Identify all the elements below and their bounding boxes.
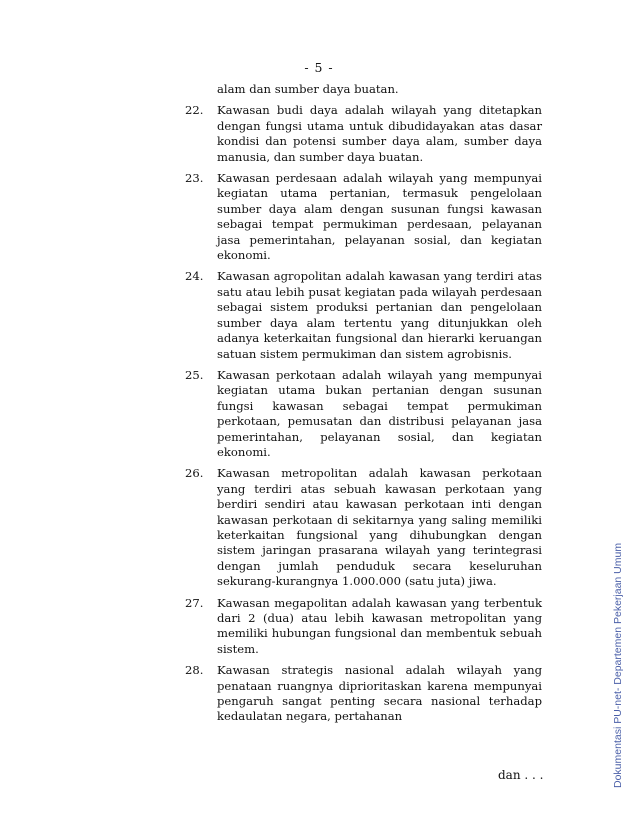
document-body — [185, 82, 542, 725]
item-number: 26. — [185, 466, 204, 481]
item-number: 23. — [185, 171, 204, 186]
list-item — [185, 368, 542, 460]
item-number: 25. — [185, 367, 204, 382]
item-text: Kawasan perkotaan adalah wilayah yang mempunyai kegiatan utama bukan pertanian dengan susunan fungsi kawasan sebagai tempat permukiman perkotaan, pemusatan dan distribusi pelayanan jasa pemerintahan, pelayanan sosial, dan kegiatan ekonomi. — [217, 367, 542, 459]
list-item — [185, 596, 542, 658]
list-item — [185, 663, 542, 725]
list-item — [185, 466, 542, 589]
item-text: Kawasan megapolitan adalah kawasan yang terbentuk dari 2 (dua) atau lebih kawasan metropolitan yang memiliki hubungan fungsional dan membentuk sebuah sistem. — [217, 595, 542, 656]
list-item — [185, 171, 542, 263]
list-item — [185, 103, 542, 165]
item-number: 22. — [185, 103, 204, 118]
item-text: Kawasan perdesaan adalah wilayah yang mempunyai kegiatan utama pertanian, termasuk pengelolaan sumber daya alam dengan susunan fungsi kawasan sebagai tempat permukiman perdesaan, pelayanan jasa pemerintahan, pelayanan sosial, dan kegiatan ekonomi. — [217, 171, 542, 263]
item-text: Kawasan budi daya adalah wilayah yang ditetapkan dengan fungsi utama untuk dibudidayakan atas dasar kondisi dan potensi sumber daya alam, sumber daya manusia, dan sumber daya buatan. — [217, 103, 542, 164]
item-number: 27. — [185, 595, 204, 610]
page-number: - 5 - — [304, 60, 334, 75]
item-number: 28. — [185, 663, 204, 678]
continuation-text: alam dan sumber daya buatan. — [217, 82, 399, 96]
item-text: Kawasan strategis nasional adalah wilayah yang penataan ruangnya diprioritaskan karena mempunyai pengaruh sangat penting secara nasional terhadap kedaulatan negara, pertahanan — [217, 663, 542, 724]
watermark-text: Dokumentasi PU-net- Departemen Pekerjaan Umum — [612, 542, 624, 788]
list-item — [185, 269, 542, 361]
item-number: 24. — [185, 269, 204, 284]
item-text: Kawasan metropolitan adalah kawasan perkotaan yang terdiri atas sebuah kawasan perkotaan yang berdiri sendiri atau kawasan perkotaan inti dengan kawasan perkotaan di sekitarnya yang saling memiliki keterkaitan fungsional yang dihubungkan dengan sistem jaringan prasarana wilayah yang terintegrasi dengan jumlah penduduk secara keseluruhan sekurang-kurangnya 1.000.000 (satu juta) jiwa. — [217, 466, 542, 589]
catchword: dan . . . — [498, 768, 544, 782]
item-text: Kawasan agropolitan adalah kawasan yang terdiri atas satu atau lebih pusat kegiatan pada wilayah perdesaan sebagai sistem produksi pertanian dan pengelolaan sumber daya alam tertentu yang ditunjukkan oleh adanya keterkaitan fungsional dan hierarki keruangan satuan sistem permukiman dan sistem agrobisnis. — [217, 269, 542, 361]
